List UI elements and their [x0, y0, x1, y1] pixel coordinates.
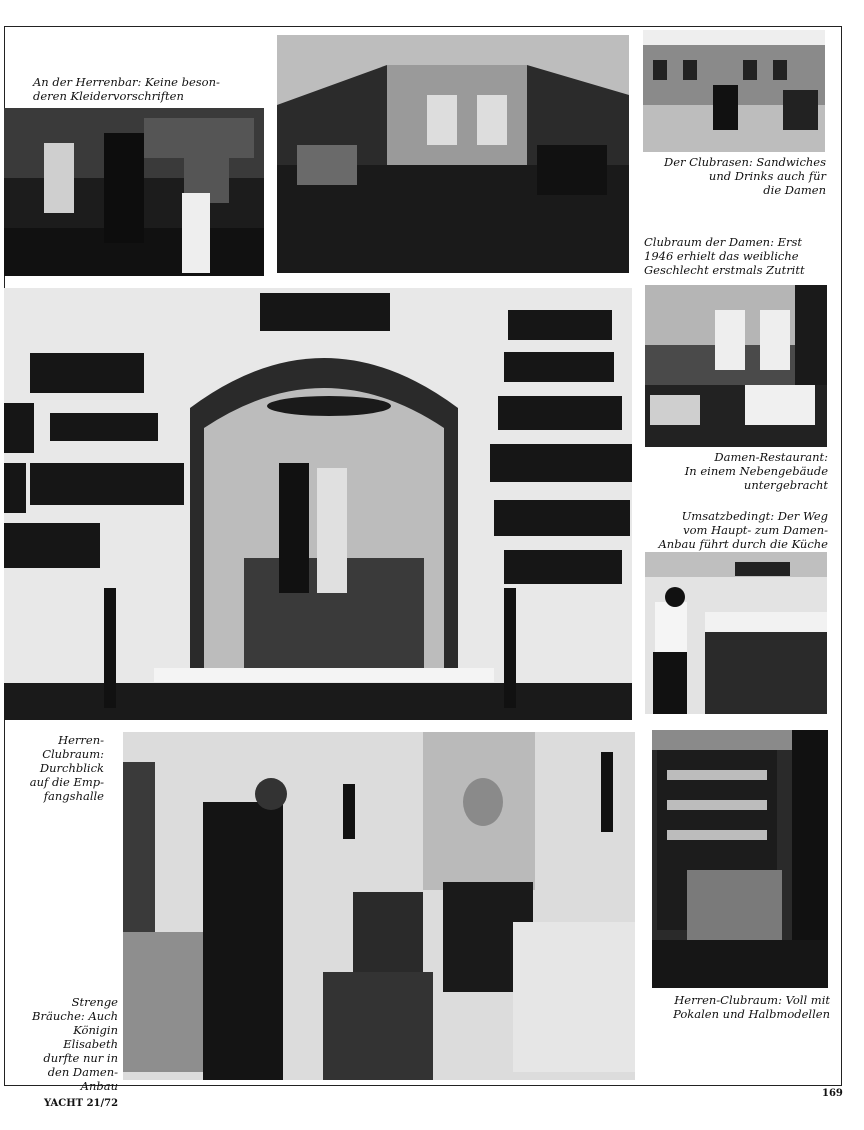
caption-line: Bräuche: Auch	[32, 1009, 118, 1023]
caption-herrenbar	[33, 75, 263, 103]
caption-line: die Damen	[763, 183, 826, 197]
caption-line: und Drinks auch für	[708, 169, 826, 183]
caption-line: Umsatzbedingt: Der Weg	[681, 509, 828, 523]
caption-clubraum-damen	[644, 235, 834, 277]
caption-line: Clubraum:	[42, 747, 104, 761]
caption-line: Anbau	[80, 1079, 118, 1093]
caption-herren-clubraum-pokale	[640, 993, 830, 1021]
caption-line: Geschlecht erstmals Zutritt	[644, 263, 805, 277]
caption-line: Herren-	[58, 733, 104, 747]
caption-clubrasen	[636, 155, 826, 197]
photo-herrenbar	[4, 108, 264, 276]
caption-line: Damen-Restaurant:	[714, 450, 828, 464]
photo-clubrasen	[643, 30, 825, 152]
caption-line: An der Herrenbar: Keine beson-	[33, 75, 220, 89]
caption-line: durfte nur in	[43, 1051, 118, 1065]
photo-clubraum-damen	[277, 35, 629, 273]
caption-umsatzbedingt	[634, 509, 828, 551]
caption-line: Elisabeth	[63, 1037, 118, 1051]
caption-line: fangshalle	[43, 789, 104, 803]
caption-line: vom Haupt- zum Damen-	[683, 523, 828, 537]
page-number: 169	[822, 1088, 843, 1099]
caption-line: Der Clubrasen: Sandwiches	[664, 155, 826, 169]
caption-line: Königin	[73, 1023, 118, 1037]
caption-line: Herren-Clubraum: Voll mit	[674, 993, 830, 1007]
caption-line: 1946 erhielt das weibliche	[644, 249, 799, 263]
caption-line: deren Kleidervorschriften	[33, 89, 184, 103]
caption-line: untergebracht	[743, 478, 828, 492]
caption-line: Durchblick	[39, 761, 104, 775]
photo-herren-clubraum-pokale	[652, 730, 828, 988]
magazine-issue: YACHT 21/72	[44, 1098, 119, 1109]
caption-line: auf die Emp-	[29, 775, 104, 789]
caption-herren-clubraum-durchblick	[20, 733, 104, 803]
caption-line: Pokalen und Halbmodellen	[673, 1007, 830, 1021]
photo-herren-clubraum-durchblick	[4, 288, 632, 720]
caption-line: den Damen-	[47, 1065, 118, 1079]
caption-line: In einem Nebengebäude	[684, 464, 828, 478]
caption-line: Clubraum der Damen: Erst	[644, 235, 803, 249]
photo-strenge-braeuche	[123, 732, 635, 1080]
photo-kueche	[645, 552, 827, 714]
photo-damen-restaurant	[645, 285, 827, 447]
caption-strenge-braeuche	[18, 995, 118, 1093]
caption-damen-restaurant	[636, 450, 828, 492]
caption-line: Anbau führt durch die Küche	[658, 537, 828, 551]
caption-line: Strenge	[71, 995, 118, 1009]
